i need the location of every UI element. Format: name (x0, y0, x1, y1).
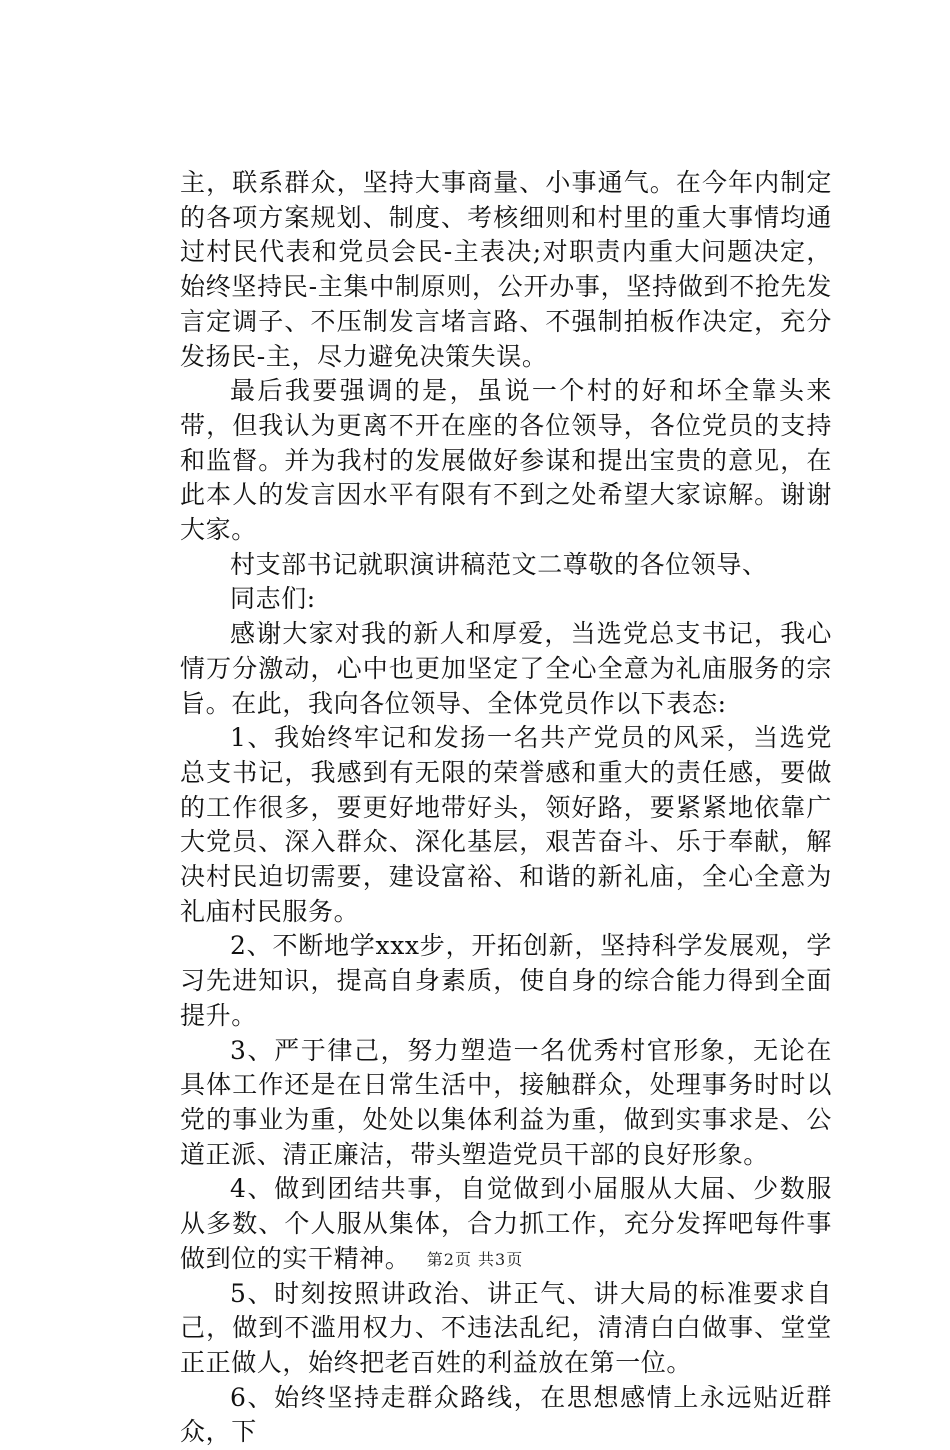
page-number-footer: 第2页 共3页 (426, 1250, 524, 1269)
paragraph-1: 主，联系群众，坚持大事商量、小事通气。在今年内制定的各项方案规划、制度、考核细则和村里的重大事情均通过村民代表和党员会民-主表决;对职责内重大问题决定，始终坚持民-主集中制原则，公开办事，坚持做到不抢先发言定调子、不压制发言堵言路、不强制拍板作决定，充分发扬民-主，尽力避免决策失误。 (180, 168, 832, 371)
paragraph-4-salutation: 同志们: (230, 584, 316, 614)
paragraph-item-4: 4、做到团结共事，自觉做到小届服从大届、少数服从多数、个人服从集体，合力抓工作，充分发挥吧每件事做到位的实干精神。 (180, 1174, 832, 1273)
paragraph-3-heading: 村支部书记就职演讲稿范文二尊敬的各位领导、 (230, 549, 768, 579)
paragraph-item-1: 1、我始终牢记和发扬一名共产党员的风采，当选党总支书记，我感到有无限的荣誉感和重大的责任感，要做的工作很多，要更好地带好头，领好路，要紧紧地依靠广大党员、深入群众、深化基层，艰苦奋斗、乐于奉献，解决村民迫切需要，建设富裕、和谐的新礼庙，全心全意为礼庙村民服务。 (180, 723, 832, 926)
paragraph-item-3: 3、严于律己，努力塑造一名优秀村官形象，无论在具体工作还是在日常生活中，接触群众，处理事务时时以党的事业为重，处处以集体利益为重，做到实事求是、公道正派、清正廉洁，带头塑造党员干部的良好形象。 (180, 1035, 832, 1169)
paragraph-item-2: 2、不断地学xxx步，开拓创新，坚持科学发展观，学习先进知识，提高自身素质，使自身的综合能力得到全面提升。 (180, 931, 832, 1030)
paragraph-5: 感谢大家对我的新人和厚爱，当选党总支书记，我心情万分激动，心中也更加坚定了全心全意为礼庙服务的宗旨。在此，我向各位领导、全体党员作以下表态: (180, 619, 832, 718)
paragraph-item-6: 6、始终坚持走群众路线，在思想感情上永远贴近群众，下 (180, 1382, 832, 1447)
paragraph-2: 最后我要强调的是，虽说一个村的好和坏全靠头来带，但我认为更离不开在座的各位领导，各位党员的支持和监督。并为我村的发展做好参谋和提出宝贵的意见，在此本人的发言因水平有限有不到之处希望大家谅解。谢谢大家。 (180, 376, 832, 545)
paragraph-item-5: 5、时刻按照讲政治、讲正气、讲大局的标准要求自己，做到不滥用权力、不违法乱纪，清清白白做事、堂堂正正做人，始终把老百姓的利益放在第一位。 (180, 1278, 832, 1377)
